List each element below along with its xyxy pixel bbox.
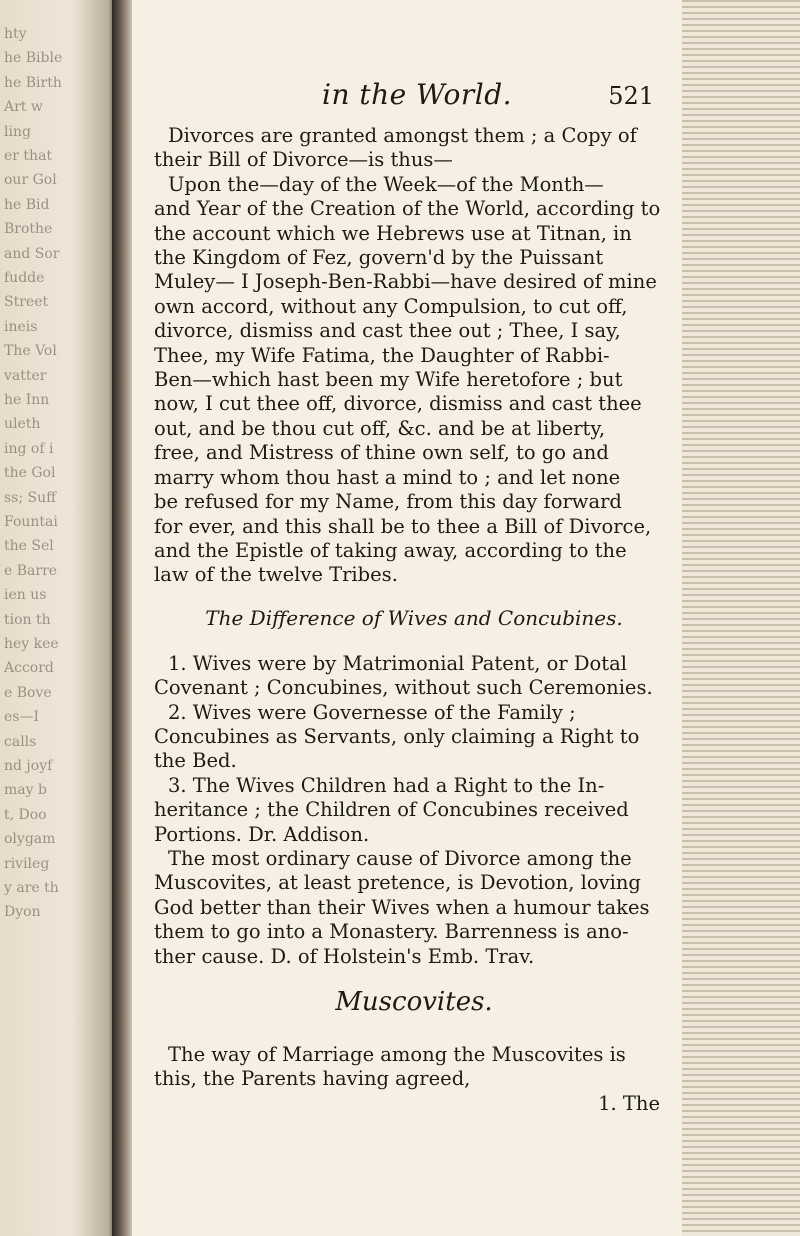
facing-page-fragment: ien us — [4, 587, 47, 604]
page-header — [202, 78, 660, 118]
facing-page-fragment: ineis — [4, 318, 38, 335]
page-stack-edge — [682, 0, 800, 1236]
text-line: ther cause. D. of Holstein's Emb. Trav. — [154, 944, 535, 968]
paragraph-divorce-bill — [154, 124, 674, 588]
text-line: Concubines as Servants, only claiming a Right to — [154, 724, 640, 748]
facing-page-fragment: ling — [4, 123, 31, 140]
text-line: The way of Marriage among the Muscovites is — [168, 1043, 626, 1066]
text-line: free, and Mistress of thine own self, to go and — [154, 441, 609, 465]
text-line: out, and be thou cut off, &c. and be at liberty, — [154, 416, 606, 440]
facing-page-fragment: Art w — [4, 99, 43, 116]
facing-page-fragment: es—I — [4, 709, 39, 726]
facing-page-fragment: y are th — [4, 880, 59, 896]
facing-page-fragment: and Sor — [4, 245, 60, 262]
paragraph-differences — [154, 652, 674, 969]
text-line: them to go into a Monastery. Barrenness is ano- — [154, 920, 629, 944]
text-line: be refused for my Name, from this day forward — [154, 490, 622, 514]
facing-page-fragment: hey kee — [4, 636, 59, 652]
book-page — [132, 0, 682, 1236]
text-line: The most ordinary cause of Divorce among the — [168, 846, 632, 870]
text-line: marry whom thou hast a mind to ; and let none — [154, 465, 621, 489]
facing-page-fragment: vatter — [4, 367, 47, 384]
text-line: this, the Parents having agreed, — [154, 1067, 471, 1091]
text-line: Portions. Dr. Addison. — [154, 822, 370, 846]
facing-page-fragment: calls — [4, 733, 37, 750]
paragraph-muscovite-marriage — [154, 1043, 674, 1116]
text-line: now, I cut thee off, divorce, dismiss and cast thee — [154, 392, 642, 416]
book-gutter — [112, 0, 132, 1236]
text-line: the account which we Hebrews use at Titnan, in — [154, 221, 632, 245]
facing-page-fragment: he Bid — [4, 196, 50, 213]
facing-page-fragment: rivileg — [4, 855, 50, 872]
facing-page-fragment: the Sel — [4, 538, 54, 555]
facing-page-fragment: e Bove — [4, 684, 52, 701]
facing-page-fragment: nd joyf — [4, 758, 53, 774]
section-heading-wives-concubines: The Difference of Wives and Concubines. — [205, 605, 623, 630]
text-line: Covenant ; Concubines, without such Ceremonies. — [154, 676, 653, 700]
facing-page-fragment: er that — [4, 148, 53, 164]
text-line: law of the twelve Tribes. — [154, 563, 398, 587]
facing-page-fragment: Accord — [4, 660, 54, 677]
facing-page-fragment: The Vol — [4, 343, 57, 360]
text-line: heritance ; the Children of Concubines received — [154, 798, 629, 822]
facing-page-fragment: ss; Suff — [4, 489, 57, 506]
facing-page-fragment: ing of i — [4, 440, 54, 457]
text-line: own accord, without any Compulsion, to cut off, — [154, 294, 628, 318]
text-line: the Kingdom of Fez, govern'd by the Puissant — [154, 246, 604, 270]
text-line: and Year of the Creation of the World, according to — [154, 197, 661, 221]
text-line: divorce, dismiss and cast thee out ; Thee, I say, — [154, 319, 621, 343]
facing-page-fragment: he Inn — [4, 392, 50, 408]
page-body — [154, 124, 674, 1116]
text-line: God better than their Wives when a humour takes — [154, 895, 650, 919]
facing-page-fragment: he Bible — [4, 50, 63, 67]
facing-page-fragment: t, Doo — [4, 806, 47, 823]
text-line: 2. Wives were Governesse of the Family ; — [168, 700, 576, 724]
facing-page-fragment: Street — [4, 294, 49, 311]
facing-page-fragment: e Barre — [4, 562, 58, 579]
page-number: 521 — [608, 82, 654, 110]
facing-page-fragment: hty — [4, 26, 27, 42]
facing-page-fragment: the Gol — [4, 465, 56, 482]
text-line: Divorces are granted amongst them ; a Copy of — [168, 124, 637, 147]
text-line: 1. Wives were by Matrimonial Patent, or Dotal — [168, 651, 627, 675]
facing-page-fragment: olygam — [4, 831, 56, 848]
text-line: and the Epistle of taking away, according to the — [154, 538, 627, 562]
text-line: the Bed. — [154, 749, 237, 773]
facing-page-fragment: fudde — [4, 270, 45, 286]
facing-page-fragment: Dyon — [4, 904, 41, 921]
text-line: Muley— I Joseph-Ben-Rabbi—have desired of mine — [154, 270, 657, 294]
running-head: in the World. — [322, 78, 513, 111]
section-heading-muscovites: Muscovites. — [335, 987, 493, 1017]
facing-page-fragment: tion th — [4, 611, 51, 628]
facing-page-fragment: Fountai — [4, 514, 58, 530]
text-line: 3. The Wives Children had a Right to the In- — [168, 773, 605, 797]
facing-page-fragment: Brothe — [4, 221, 53, 238]
facing-page-fragment: he Birth — [4, 74, 62, 91]
facing-page-edge — [0, 0, 118, 1236]
text-line: their Bill of Divorce—is thus— — [154, 148, 453, 172]
text-line: Thee, my Wife Fatima, the Daughter of Rabbi- — [154, 343, 610, 367]
catchword: 1. The — [598, 1091, 660, 1115]
text-line: Muscovites, at least pretence, is Devotion, loving — [154, 871, 641, 895]
facing-page-fragment: may b — [4, 782, 47, 799]
facing-page-fragment: uleth — [4, 416, 41, 433]
text-line: for ever, and this shall be to thee a Bill of Divorce, — [154, 514, 652, 538]
text-line: Upon the—day of the Week—of the Month— — [168, 172, 604, 196]
text-line: Ben—which hast been my Wife heretofore ; but — [154, 368, 623, 392]
facing-page-fragment: our Gol — [4, 172, 57, 189]
